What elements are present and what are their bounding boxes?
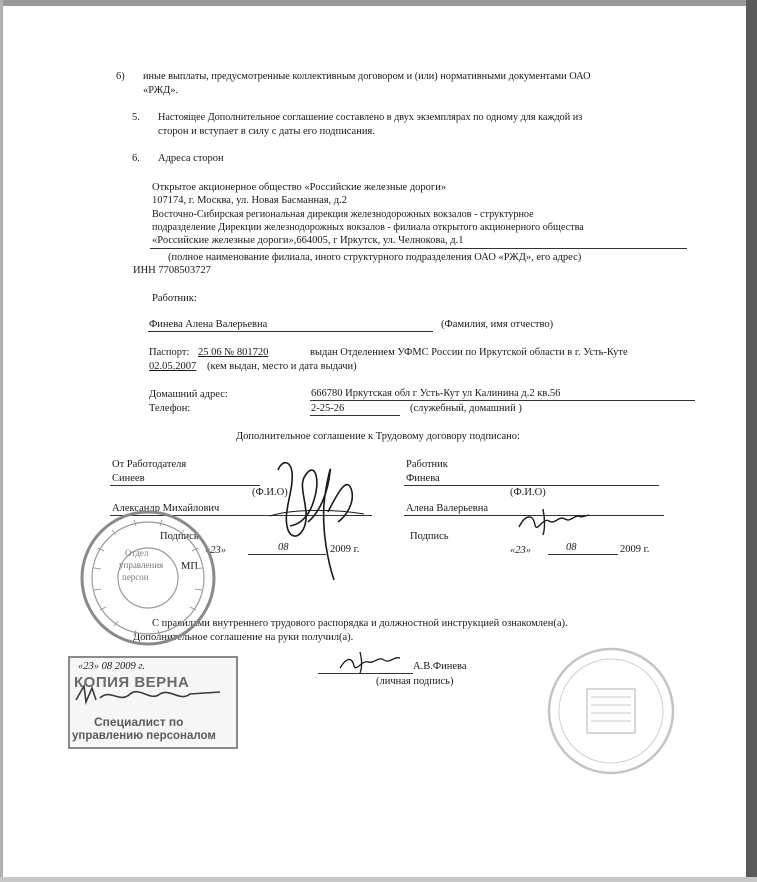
mp-label: МП: [181, 561, 198, 572]
worker-name-underline: [148, 331, 433, 332]
ack-line2: Дополнительное соглашение на руки получил(а).: [133, 632, 354, 643]
worker-label: Работник:: [152, 293, 197, 304]
copy-stamp-role1: Специалист по: [94, 715, 184, 729]
copy-stamp-signature: [70, 680, 240, 710]
phone-note: (служебный, домашний ): [410, 403, 522, 414]
employer-sign-year: 2009 г.: [330, 544, 360, 555]
faint-round-stamp: [545, 645, 677, 777]
signed-caption: Дополнительное соглашение к Трудовому договору подписано:: [236, 431, 520, 442]
item-6-number: 6): [116, 71, 125, 82]
item-6-text-line1: иные выплаты, предусмотренные коллективным договором и (или) нормативными документами ОАО: [143, 71, 591, 82]
worker-podpis-label: Подпись: [410, 531, 449, 542]
employer-fio-note: (Ф.И.О): [252, 487, 288, 498]
employer-surname-underline: [110, 485, 260, 486]
item-5-number: 5.: [132, 112, 140, 123]
worker-signer-name: Алена Валерьевна: [406, 503, 488, 514]
stamp-inner-line1: Отдел: [125, 548, 149, 558]
employer-signer-name: Александр Михайлович: [112, 503, 220, 514]
employer-sign-label: От Работодателя: [112, 459, 187, 470]
item-5-text-line1: Настоящее Дополнительное соглашение составлено в двух экземплярах по одному для каждой из: [158, 112, 583, 123]
final-worker-signature: [338, 650, 408, 674]
employer-underline: [150, 248, 687, 249]
worker-name: Финева Алена Валерьевна: [149, 319, 268, 330]
final-signer-name: А.В.Финева: [413, 661, 467, 672]
employer-line4: подразделение Дирекции железнодорожных вокзалов - филиала открытого акционерного общества: [152, 222, 584, 233]
phone-label: Телефон:: [149, 403, 191, 414]
employer-inn: ИНН 7708503727: [133, 265, 211, 276]
passport-number: 25 06 № 801720: [198, 347, 269, 358]
worker-signature: [515, 505, 595, 537]
item-6b-number: 6.: [132, 153, 140, 164]
home-address-label: Домашний адрес:: [149, 389, 228, 400]
employer-signer-surname: Синеев: [112, 473, 145, 484]
worker-name-note: (Фамилия, имя отчество): [441, 319, 554, 330]
stamp-inner-line2: управления: [119, 560, 164, 570]
passport-date-note: (кем выдан, место и дата выдачи): [207, 361, 357, 372]
copy-stamp-role2: управлению персоналом: [72, 730, 216, 742]
phone-underline: [310, 415, 400, 416]
home-address-value: 666780 Иркутская обл г Усть-Кут ул Калинина д.2 кв.56: [311, 388, 561, 399]
final-sign-note: (личная подпись): [376, 676, 454, 687]
worker-sign-day: «23»: [510, 545, 531, 556]
passport-date: 02.05.2007: [149, 361, 197, 372]
scan-border-right: [746, 0, 757, 882]
worker-date-month-line: [548, 554, 618, 555]
copy-stamp-date: «23» 08 2009 г.: [78, 661, 145, 672]
scan-border-top: [0, 0, 757, 6]
employer-address: 107174, г. Москва, ул. Новая Басманная, д.2: [152, 195, 348, 206]
worker-sign-year: 2009 г.: [620, 544, 650, 555]
passport-label: Паспорт:: [149, 347, 190, 358]
employer-note: (полное наименование филиала, иного структурного подразделения ОАО «РЖД», его адрес): [168, 252, 582, 263]
phone-value: 2-25-26: [311, 403, 345, 414]
ack-line1: С правилами внутреннего трудового распорядка и должностной инструкцией ознакомлен(а).: [152, 618, 568, 629]
employer-podpis-label: Подпись: [160, 531, 199, 542]
worker-fio-note: (Ф.И.О): [510, 487, 546, 498]
employer-signature: [268, 452, 368, 590]
employer-name: Открытое акционерное общество «Российские железные дороги»: [152, 182, 447, 193]
home-address-underline: [310, 400, 695, 401]
item-6-text-line2: «РЖД».: [143, 85, 179, 96]
copy-stamp-title: КОПИЯ ВЕРНА: [74, 674, 190, 691]
item-5-text-line2: сторон и вступает в силу с даты его подписания.: [158, 126, 375, 137]
worker-sign-label: Работник: [406, 459, 448, 470]
scan-border-bottom: [0, 877, 757, 882]
employer-sign-day: «23»: [205, 545, 226, 556]
stamp-inner-line3: персон: [122, 572, 149, 582]
passport-issued: выдан Отделением УФМС России по Иркутской области в г. Усть-Куте: [310, 347, 628, 358]
employer-line5: «Российские железные дороги»,664005, г Иркутск, ул. Челнокова, д.1: [152, 235, 464, 246]
scan-border-left: [0, 0, 3, 882]
worker-signer-surname: Финева: [406, 473, 440, 484]
worker-sign-month: 08: [566, 542, 577, 553]
addresses-heading: Адреса сторон: [158, 153, 224, 164]
employer-line3: Восточно-Сибирская региональная дирекция железнодорожных вокзалов - структурное: [152, 209, 534, 220]
employer-sign-month: 08: [278, 542, 289, 553]
